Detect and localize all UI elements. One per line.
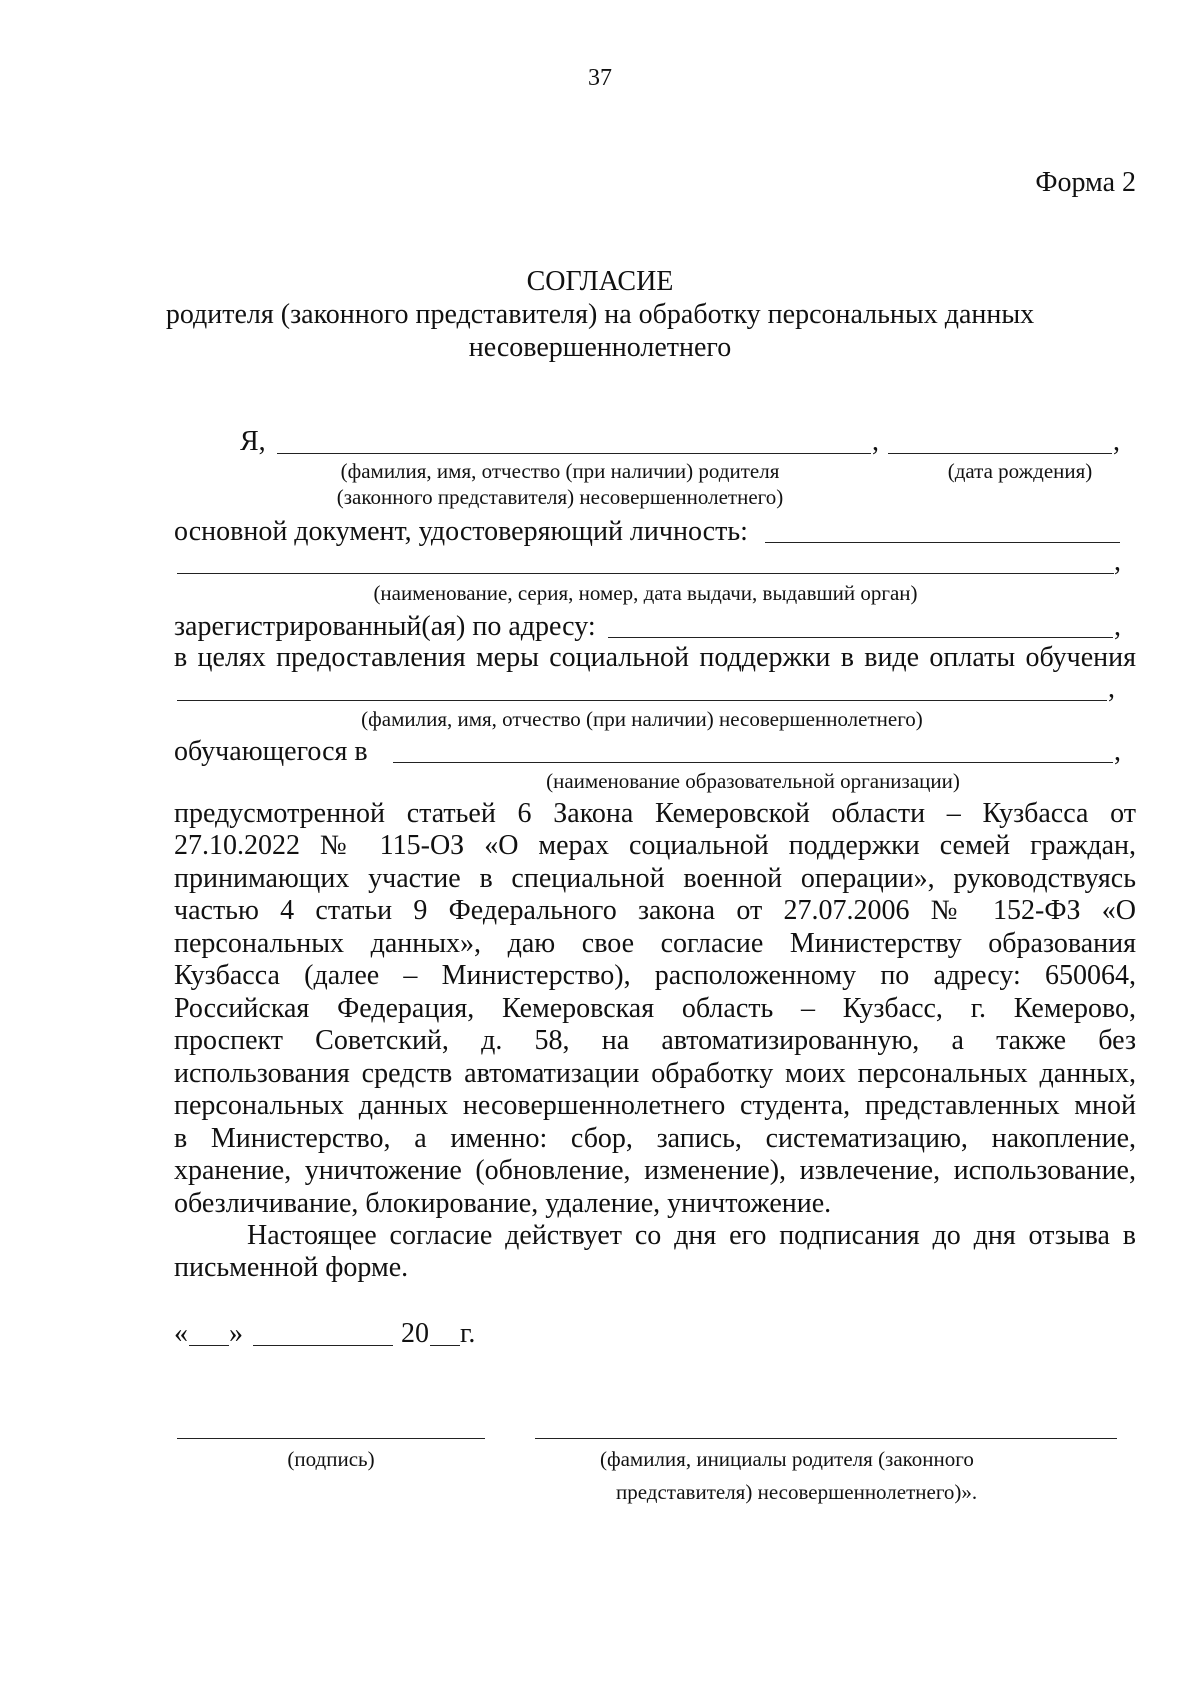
date-year-suffix: г. <box>460 1318 476 1349</box>
name-initials-hint-2: представителя) несовершеннолетнего)». <box>616 1480 978 1504</box>
body-line: частью 4 статьи 9 Федерального закона от 27.07.2006 № 152-ФЗ «О <box>174 895 1136 926</box>
form-label: Форма 2 <box>1035 167 1136 198</box>
body-line: предусмотренной статьей 6 Закона Кемеровской области – Кузбасса от <box>174 798 1136 829</box>
parent-name-field[interactable] <box>277 453 871 454</box>
document-subtitle-line-1: родителя (законного представителя) на обработку персональных данных <box>165 299 1035 330</box>
name-initials-hint-1: (фамилия, инициалы родителя (законного <box>600 1447 974 1471</box>
date-close-quote: » <box>229 1318 243 1349</box>
comma: , <box>872 426 879 457</box>
birth-date-field[interactable] <box>888 453 1112 454</box>
id-document-hint: (наименование, серия, номер, дата выдачи, выдавший орган) <box>373 581 918 605</box>
body-line: Кузбасса (далее – Министерство), расположенному по адресу: 650064, <box>174 960 1136 991</box>
purpose-text: в целях предоставления меры социальной поддержки в виде оплаты обучения <box>174 642 1136 673</box>
body-line: персональных данных», даю свое согласие Министерству образования <box>174 928 1136 959</box>
comma: , <box>1113 426 1120 457</box>
page-number: 37 <box>588 65 612 91</box>
comma: , <box>1114 546 1121 577</box>
id-document-field-continued[interactable] <box>177 573 1114 574</box>
body-line: принимающих участие в специальной военной операции», руководствуясь <box>174 863 1136 894</box>
comma: , <box>1114 611 1121 642</box>
body-line: Российская Федерация, Кемеровская область – Кузбасс, г. Кемерово, <box>174 993 1136 1024</box>
body-line: хранение, уничтожение (обновление, изменение), извлечение, использование, <box>174 1155 1136 1186</box>
validity-line-2: письменной форме. <box>174 1252 409 1283</box>
comma: , <box>1108 673 1115 704</box>
address-field[interactable] <box>608 637 1113 638</box>
studying-label: обучающегося в <box>174 736 368 767</box>
id-document-label: основной документ, удостоверяющий личность: <box>174 516 748 547</box>
body-line: персональных данных несовершеннолетнего студента, представленных мной <box>174 1090 1136 1121</box>
name-initials-field[interactable] <box>535 1438 1117 1439</box>
signature-hint: (подпись) <box>287 1447 375 1471</box>
minor-name-hint: (фамилия, имя, отчество (при наличии) несовершеннолетнего) <box>361 707 923 731</box>
signature-field[interactable] <box>177 1438 485 1439</box>
date-month-field[interactable] <box>253 1345 393 1346</box>
parent-name-hint-2: (законного представителя) несовершеннолетнего) <box>336 485 784 509</box>
parent-name-hint-1: (фамилия, имя, отчество (при наличии) родителя <box>340 459 780 483</box>
validity-line-1: Настоящее согласие действует со дня его подписания до дня отзыва в <box>247 1220 1136 1251</box>
birth-date-hint: (дата рождения) <box>947 459 1093 483</box>
organization-field[interactable] <box>393 762 1113 763</box>
document-subtitle-line-2: несовершеннолетнего <box>468 332 732 363</box>
comma: , <box>1114 736 1121 767</box>
date-day-field[interactable] <box>189 1345 229 1346</box>
body-line: 27.10.2022 № 115-ОЗ «О мерах социальной поддержки семей граждан, <box>174 830 1136 861</box>
date-year-field[interactable] <box>430 1345 460 1346</box>
body-line: проспект Советский, д. 58, на автоматизированную, а также без <box>174 1025 1136 1056</box>
i-prefix: Я, <box>240 426 266 457</box>
body-line: в Министерство, а именно: сбор, запись, систематизацию, накопление, <box>174 1123 1136 1154</box>
date-year-prefix: 20 <box>401 1318 429 1349</box>
address-label: зарегистрированный(ая) по адресу: <box>174 611 596 642</box>
date-open-quote: « <box>174 1318 188 1349</box>
document-title: СОГЛАСИЕ <box>526 266 674 297</box>
id-document-field[interactable] <box>765 542 1120 543</box>
organization-hint: (наименование образовательной организации) <box>546 769 960 793</box>
minor-name-field[interactable] <box>177 700 1107 701</box>
body-line: использования средств автоматизации обработку моих персональных данных, <box>174 1058 1136 1089</box>
body-line: обезличивание, блокирование, удаление, уничтожение. <box>174 1188 832 1219</box>
